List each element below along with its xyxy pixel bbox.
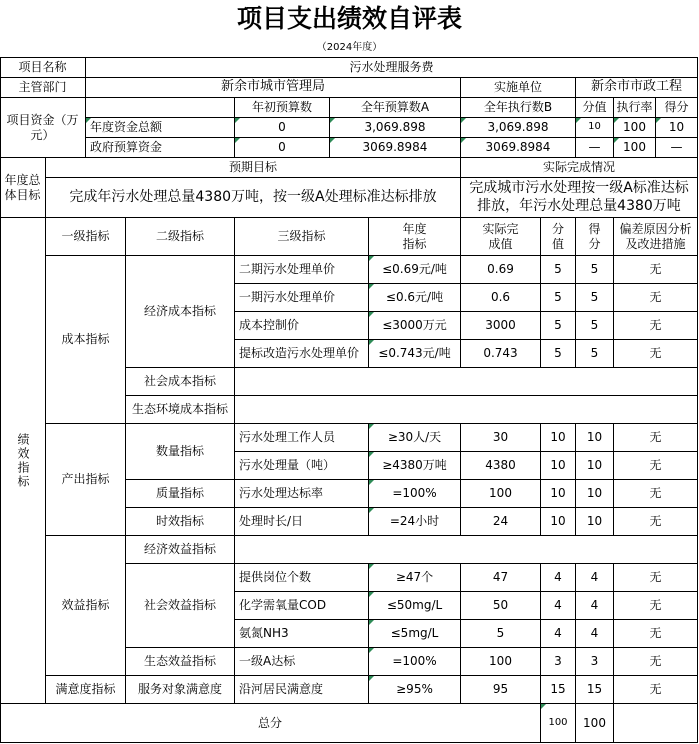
indicator-target: =100% [369,480,461,508]
indicator-score: 10 [541,508,576,536]
indicator-got: 5 [576,312,614,340]
funds-header-rate: 执行率 [614,98,656,118]
level2-eco-benefit: 生态效益指标 [126,648,235,676]
funds-row-full: 3,069.898 [330,118,461,138]
indicator-name: 成本控制价 [235,312,369,340]
level2-quality: 质量指标 [126,480,235,508]
indicator-name: 污水处理工作人员 [235,424,369,452]
level2-quantity: 数量指标 [126,424,235,480]
indicator-actual: 47 [461,564,541,592]
indicator-score: 5 [541,284,576,312]
indicator-score: 10 [541,424,576,452]
impl-label: 实施单位 [461,78,576,98]
funds-label: 项目资金（万元） [0,98,86,158]
indicator-reason: 无 [614,452,698,480]
indicator-name: 提标改造污水处理单价 [235,340,369,368]
level2-social-cost: 社会成本指标 [126,368,235,396]
indicator-reason: 无 [614,676,698,704]
indicator-actual: 3000 [461,312,541,340]
funds-header-got: 得分 [656,98,698,118]
perf-header-score: 分值 [541,218,576,256]
indicator-got: 10 [576,424,614,452]
indicator-target: ≤0.69元/吨 [369,256,461,284]
indicator-target: ≤3000万元 [369,312,461,340]
level2-eco-cost: 生态环境成本指标 [126,396,235,424]
perf-side-label [0,218,46,704]
indicator-reason: 无 [614,480,698,508]
indicator-actual: 4380 [461,452,541,480]
indicator-got: 3 [576,648,614,676]
indicator-reason: 无 [614,648,698,676]
total-score: 100 [541,704,576,743]
total-got: 100 [576,704,614,743]
indicator-score: 4 [541,620,576,648]
indicator-target: ≤5mg/L [369,620,461,648]
funds-row-rate: 100 [614,138,656,158]
indicator-score: 4 [541,592,576,620]
funds-header-full: 全年预算数A [330,98,461,118]
indicator-reason: 无 [614,508,698,536]
perf-header-l1: 一级指标 [46,218,126,256]
indicator-target: ≤50mg/L [369,592,461,620]
indicator-score: 5 [541,256,576,284]
indicator-name: 化学需氧量COD [235,592,369,620]
indicator-got: 10 [576,508,614,536]
funds-row-score: 10 [576,118,614,138]
indicator-name: 一级A达标 [235,648,369,676]
total-label: 总分 [0,704,541,743]
level2-econ-cost: 经济成本指标 [126,256,235,368]
indicator-reason: 无 [614,564,698,592]
indicator-score: 10 [541,452,576,480]
perf-header-got: 得分 [576,218,614,256]
indicator-got: 10 [576,452,614,480]
indicator-score: 5 [541,312,576,340]
funds-row-got: 10 [656,118,698,138]
level2-social-benefit: 社会效益指标 [126,564,235,648]
funds-row-initial: 0 [235,118,330,138]
indicator-name: 处理时长/日 [235,508,369,536]
dept-label: 主管部门 [0,78,86,98]
funds-row-score: — [576,138,614,158]
year-subtitle: （2024年度） [316,42,383,53]
level1-cost: 成本指标 [46,256,126,424]
indicator-name: 提供岗位个数 [235,564,369,592]
funds-row-initial: 0 [235,138,330,158]
goals-actual-header: 实际完成情况 [461,158,698,178]
funds-header-score: 分值 [576,98,614,118]
indicator-name: 沿河居民满意度 [235,676,369,704]
indicator-reason: 无 [614,620,698,648]
indicator-target: ≥95% [369,676,461,704]
indicator-actual: 0.69 [461,256,541,284]
indicator-actual: 5 [461,620,541,648]
indicator-name: 氨氮NH3 [235,620,369,648]
indicator-got: 4 [576,620,614,648]
indicator-target: ≤0.6元/吨 [369,284,461,312]
goals-actual-text: 完成城市污水处理按一级A标准达标排放，年污水处理总量4380万吨 [461,178,698,218]
indicator-name: 污水处理量（吨） [235,452,369,480]
indicator-actual: 30 [461,424,541,452]
indicator-got: 4 [576,592,614,620]
indicator-name: 二期污水处理单价 [235,256,369,284]
indicator-score: 4 [541,564,576,592]
page-title: 项目支出绩效自评表 [236,4,462,33]
indicator-target: ≥30人/天 [369,424,461,452]
perf-header-l2: 二级指标 [126,218,235,256]
indicator-actual: 0.743 [461,340,541,368]
indicator-reason: 无 [614,284,698,312]
dept-value: 新余市城市管理局 [86,78,461,98]
indicator-name: 一期污水处理单价 [235,284,369,312]
indicator-got: 5 [576,256,614,284]
funds-header-blank [86,98,235,118]
indicator-actual: 0.6 [461,284,541,312]
perf-header-actual: 实际完成值 [461,218,541,256]
project-name-label: 项目名称 [0,58,86,78]
indicator-reason: 无 [614,312,698,340]
indicator-target: ≥47个 [369,564,461,592]
funds-row-got: — [656,138,698,158]
funds-row-name: 年度资金总额 [86,118,235,138]
funds-row-full: 3069.8984 [330,138,461,158]
empty-row [235,368,698,396]
level2-timeliness: 时效指标 [126,508,235,536]
perf-side-label-text: 绩效指标 [16,432,30,489]
impl-value: 新余市市政工程 [576,78,698,98]
indicator-reason: 无 [614,424,698,452]
funds-row-rate: 100 [614,118,656,138]
indicator-score: 3 [541,648,576,676]
indicator-actual: 100 [461,480,541,508]
perf-header-reason: 偏差原因分析及改进措施 [614,218,698,256]
indicator-got: 10 [576,480,614,508]
indicator-target: =100% [369,648,461,676]
funds-row-exec: 3069.8984 [461,138,576,158]
indicator-score: 5 [541,340,576,368]
perf-header-l3: 三级指标 [235,218,369,256]
level2-service-sat: 服务对象满意度 [126,676,235,704]
empty-row [235,396,698,424]
indicator-actual: 24 [461,508,541,536]
goals-expected-header: 预期目标 [46,158,461,178]
funds-row-exec: 3,069.898 [461,118,576,138]
indicator-name: 污水处理达标率 [235,480,369,508]
indicator-target: ≤0.743元/吨 [369,340,461,368]
level1-output: 产出指标 [46,424,126,536]
indicator-score: 10 [541,480,576,508]
funds-header-exec: 全年执行数B [461,98,576,118]
total-reason-blank [614,704,698,743]
level1-satisfaction: 满意度指标 [46,676,126,704]
indicator-got: 5 [576,284,614,312]
goals-label: 年度总体目标 [0,158,46,218]
indicator-reason: 无 [614,592,698,620]
indicator-target: =24小时 [369,508,461,536]
level2-econ-benefit: 经济效益指标 [126,536,235,564]
indicator-actual: 50 [461,592,541,620]
indicator-target: ≥4380万吨 [369,452,461,480]
indicator-actual: 100 [461,648,541,676]
indicator-actual: 95 [461,676,541,704]
perf-header-target: 年度指标 [369,218,461,256]
indicator-got: 4 [576,564,614,592]
funds-header-initial: 年初预算数 [235,98,330,118]
indicator-reason: 无 [614,256,698,284]
goals-expected-text: 完成年污水处理总量4380万吨，按一级A处理标准达标排放 [46,178,461,218]
funds-row-name: 政府预算资金 [86,138,235,158]
indicator-reason: 无 [614,340,698,368]
indicator-score: 15 [541,676,576,704]
indicator-got: 5 [576,340,614,368]
empty-row [235,536,698,564]
project-name-value: 污水处理服务费 [86,58,698,78]
level1-benefit: 效益指标 [46,536,126,676]
indicator-got: 15 [576,676,614,704]
